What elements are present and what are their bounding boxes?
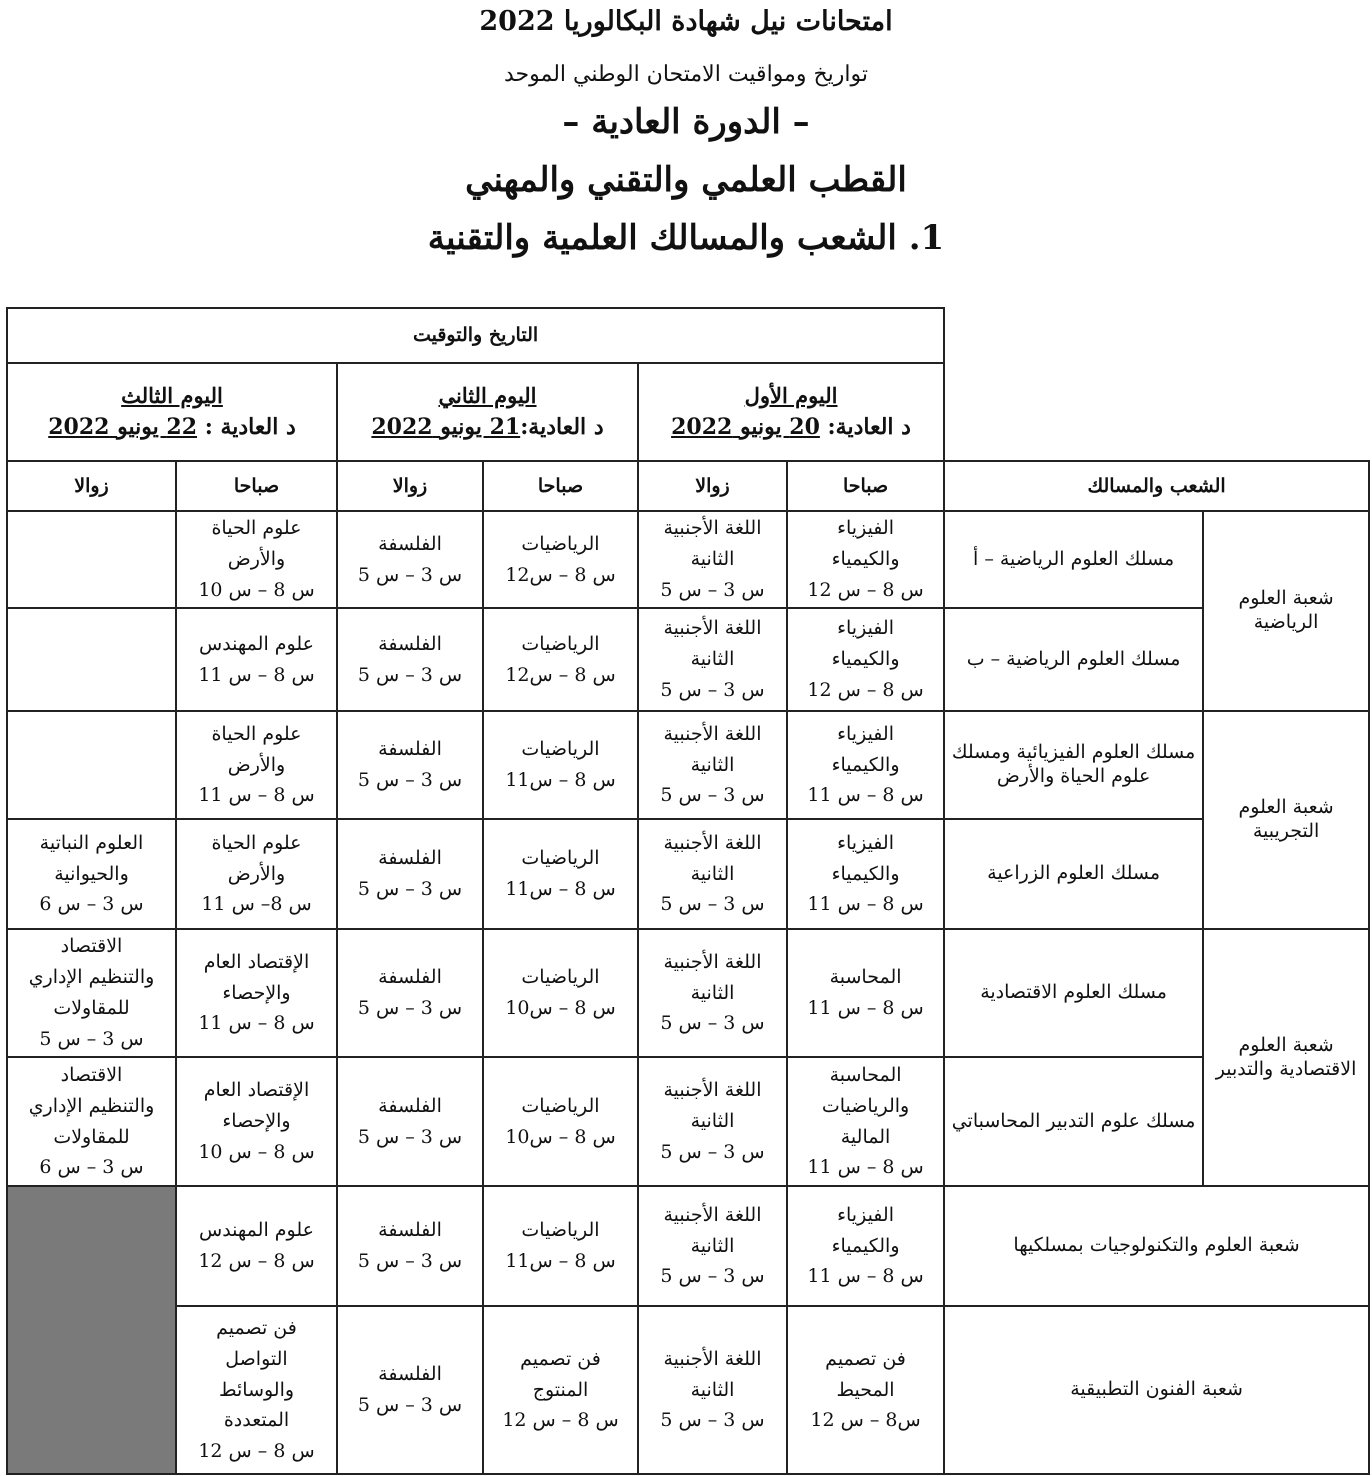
schedule-cell bbox=[787, 711, 944, 819]
schedule-cell bbox=[176, 511, 337, 608]
stream-exp: شعبة العلوم التجريبية bbox=[1203, 711, 1369, 929]
cell-line: الفيزياء bbox=[837, 617, 894, 640]
cell-line: علوم الحياة bbox=[211, 831, 302, 854]
day3-morning-header: صباحا bbox=[176, 461, 337, 511]
cell-line: س 8 – س 11 bbox=[807, 1265, 924, 1288]
cell-line: س 8 – س 11 bbox=[807, 784, 924, 807]
blank-corner bbox=[944, 308, 1369, 461]
cell-line: والكيمياء bbox=[831, 1234, 900, 1257]
cell-line: س 8 – س11 bbox=[505, 878, 616, 900]
schedule-cell bbox=[638, 711, 787, 819]
schedule-cell bbox=[483, 819, 638, 929]
cell-line: س 3 – س 5 bbox=[660, 1140, 765, 1163]
schedule-cell bbox=[483, 711, 638, 819]
cell-line: والإحصاء bbox=[222, 1110, 291, 1133]
cell-line: س 3 – س 5 bbox=[660, 1265, 765, 1288]
cell-line: س 8 – س 11 bbox=[807, 997, 924, 1019]
cell-line: س 3 – س 5 bbox=[660, 678, 765, 701]
cell-line: اللغة الأجنبية bbox=[663, 617, 762, 640]
schedule-cell bbox=[176, 608, 337, 711]
cell-line: علوم الحياة bbox=[211, 722, 302, 745]
cell-line: س 3 – س 5 bbox=[357, 769, 463, 791]
cell-line: اللغة الأجنبية bbox=[663, 1203, 762, 1226]
cell-line: الرياضيات bbox=[521, 847, 600, 870]
cell-line: س 8 – س 12 bbox=[198, 1250, 315, 1272]
schedule-cell bbox=[787, 929, 944, 1057]
cell-line: الفلسفة bbox=[378, 966, 442, 989]
schedule-cell bbox=[483, 1057, 638, 1186]
cell-line: الثانية bbox=[690, 753, 735, 776]
cell-line: فن تصميم bbox=[520, 1347, 601, 1370]
pole-heading: القطب العلمي والتقني والمهني bbox=[465, 160, 907, 200]
cell-line: الثانية bbox=[690, 1378, 735, 1401]
cell-line: والتنظيم الإداري bbox=[28, 966, 155, 989]
cell-line: س 8 – س 12 bbox=[807, 578, 924, 601]
cell-line: الإقتصاد العام bbox=[203, 1079, 310, 1102]
day1-date: د العادية: 20 يونيو 2022 bbox=[671, 414, 911, 441]
cell-line: علوم المهندس bbox=[199, 632, 314, 655]
cell-line: س 3 – س 5 bbox=[660, 893, 765, 916]
schedule-cell bbox=[337, 1057, 483, 1186]
cell-line: للمقاولات bbox=[53, 1125, 130, 1148]
cell-line: الفلسفة bbox=[378, 632, 442, 655]
cell-line: والكيمياء bbox=[831, 862, 900, 885]
cell-line: س 3 – س 5 bbox=[660, 1409, 765, 1432]
cell-line: الثانية bbox=[690, 548, 735, 571]
schedule-cell bbox=[483, 1306, 638, 1474]
schedule-cell bbox=[7, 1057, 176, 1186]
schedule-cell bbox=[483, 929, 638, 1057]
cell-line: والكيمياء bbox=[831, 753, 900, 776]
cell-line: س 3 – س 6 bbox=[39, 1156, 144, 1179]
cell-line: س 3 – س 5 bbox=[39, 1027, 144, 1050]
cell-line: والكيمياء bbox=[831, 648, 900, 671]
cell-line: س 3 – س 5 bbox=[357, 997, 463, 1019]
track-name: شعبة الفنون التطبيقية bbox=[944, 1306, 1369, 1474]
day3-afternoon-header: زوالا bbox=[7, 461, 176, 511]
track-name: مسلك العلوم الزراعية bbox=[944, 819, 1203, 929]
cell-line: المحاسبة bbox=[829, 966, 902, 989]
cell-line: الرياضيات bbox=[521, 966, 600, 989]
cell-line: س 8 – س 10 bbox=[198, 1140, 315, 1163]
cell-line: الفلسفة bbox=[378, 1094, 442, 1117]
day2-header bbox=[337, 363, 638, 461]
cell-line: س 8 – س 12 bbox=[807, 678, 924, 701]
schedule-cell bbox=[638, 929, 787, 1057]
cell-line: الرياضيات bbox=[521, 532, 600, 555]
cell-line: الثانية bbox=[690, 648, 735, 671]
cell-line: س 3 – س 5 bbox=[660, 578, 765, 601]
cell-line: الإقتصاد العام bbox=[203, 950, 310, 973]
cell-line: الفيزياء bbox=[837, 831, 894, 854]
schedule-cell bbox=[483, 1186, 638, 1306]
schedule-cell bbox=[787, 1306, 944, 1474]
cell-line: س 8 – س 11 bbox=[198, 1012, 315, 1035]
track-name: مسلك علوم التدبير المحاسباتي bbox=[944, 1057, 1203, 1186]
document-subtitle: تواريخ ومواقيت الامتحان الوطني الموحد bbox=[503, 62, 869, 87]
schedule-cell bbox=[787, 819, 944, 929]
cell-line: والحيوانية bbox=[54, 862, 129, 885]
cell-line: س 8 – س11 bbox=[505, 1250, 616, 1272]
schedule-cell bbox=[787, 1186, 944, 1306]
schedule-cell bbox=[7, 711, 176, 819]
schedule-cell bbox=[337, 511, 483, 608]
stream-eco: شعبة العلوم الاقتصادية والتدبير bbox=[1203, 929, 1369, 1186]
cell-line: س 8 – س10 bbox=[505, 1125, 616, 1148]
cell-line: الفلسفة bbox=[378, 847, 442, 870]
branches-header: الشعب والمسالك bbox=[944, 461, 1369, 511]
cell-line: الرياضيات bbox=[521, 1094, 600, 1117]
cell-line: التواصل bbox=[225, 1347, 288, 1370]
cell-line: الفلسفة bbox=[378, 738, 442, 761]
cell-line: فن تصميم bbox=[825, 1347, 906, 1370]
schedule-cell bbox=[176, 929, 337, 1057]
cell-line: العلوم النباتية bbox=[39, 831, 144, 854]
track-name: مسلك العلوم الرياضية – ب bbox=[944, 608, 1203, 711]
day1-header bbox=[638, 363, 944, 461]
cell-line: س 8 – س 11 bbox=[807, 1156, 924, 1179]
track-name: مسلك العلوم الاقتصادية bbox=[944, 929, 1203, 1057]
schedule-cell bbox=[638, 1306, 787, 1474]
day2-afternoon-header: زوالا bbox=[337, 461, 483, 511]
cell-line: س 3 – س 5 bbox=[357, 1394, 463, 1416]
cell-line: الفلسفة bbox=[378, 1363, 442, 1386]
schedule-cell bbox=[337, 1186, 483, 1306]
cell-line: س 3 – س 5 bbox=[357, 563, 463, 586]
cell-line: المنتوج bbox=[532, 1378, 589, 1401]
cell-line: الاقتصاد bbox=[60, 1063, 123, 1086]
cell-line: الاقتصاد bbox=[60, 935, 123, 958]
cell-line: الفلسفة bbox=[378, 532, 442, 555]
cell-line: اللغة الأجنبية bbox=[663, 1347, 762, 1370]
cell-line: الفيزياء bbox=[837, 722, 894, 745]
cell-line: اللغة الأجنبية bbox=[663, 517, 762, 540]
cell-line: س 3 – س 5 bbox=[357, 1125, 463, 1148]
exam-schedule-table bbox=[6, 307, 1370, 1475]
cell-line: والوسائط bbox=[218, 1378, 295, 1401]
track-name: شعبة العلوم والتكنولوجيات بمسلكيها bbox=[944, 1186, 1369, 1306]
day1-afternoon-header: زوالا bbox=[638, 461, 787, 511]
cell-line: المالية bbox=[840, 1125, 891, 1148]
cell-line: فن تصميم bbox=[216, 1317, 297, 1340]
cell-line: س 8 – س 10 bbox=[198, 578, 315, 601]
cell-line: س 8 – س 12 bbox=[198, 1440, 315, 1463]
cell-line: س 3 – س 5 bbox=[357, 663, 463, 686]
cell-line: والأرض bbox=[227, 862, 286, 885]
day1-morning-header: صباحا bbox=[787, 461, 944, 511]
day3-header bbox=[7, 363, 337, 461]
cell-line: الثانية bbox=[690, 1110, 735, 1133]
schedule-cell bbox=[787, 608, 944, 711]
schedule-cell bbox=[7, 929, 176, 1057]
track-name: مسلك العلوم الرياضية – أ bbox=[944, 511, 1203, 608]
schedule-cell bbox=[787, 1057, 944, 1186]
cell-line: الرياضيات bbox=[521, 738, 600, 761]
cell-line: علوم المهندس bbox=[199, 1219, 314, 1242]
cell-line: الرياضيات bbox=[521, 632, 600, 655]
schedule-cell bbox=[337, 711, 483, 819]
schedule-cell bbox=[176, 1057, 337, 1186]
cell-line: س8 – س 12 bbox=[810, 1409, 921, 1432]
schedule-cell bbox=[483, 511, 638, 608]
day2-morning-header: صباحا bbox=[483, 461, 638, 511]
section-heading: 1. الشعب والمسالك العلمية والتقنية bbox=[427, 218, 945, 258]
schedule-cell bbox=[176, 711, 337, 819]
cell-line: والرياضيات bbox=[821, 1094, 910, 1117]
day3-date: د العادية : 22 يونيو 2022 bbox=[48, 414, 296, 441]
cell-line: س 8 – س11 bbox=[505, 769, 616, 791]
track-name: مسلك العلوم الفيزيائية ومسلك علوم الحياة والأرض bbox=[944, 711, 1203, 819]
cell-line: الفيزياء bbox=[837, 517, 894, 540]
day2-title: اليوم الثاني bbox=[438, 382, 537, 408]
cell-line: للمقاولات bbox=[53, 997, 130, 1019]
schedule-cell bbox=[337, 819, 483, 929]
schedule-cell bbox=[638, 1057, 787, 1186]
cell-line: والتنظيم الإداري bbox=[28, 1094, 155, 1117]
cell-line: اللغة الأجنبية bbox=[663, 831, 762, 854]
cell-line: س 8 – س12 bbox=[505, 563, 616, 586]
cell-line: والإحصاء bbox=[222, 981, 291, 1004]
cell-line: الفلسفة bbox=[378, 1219, 442, 1242]
schedule-cell bbox=[638, 819, 787, 929]
schedule-cell bbox=[638, 1186, 787, 1306]
schedule-cell bbox=[337, 929, 483, 1057]
cell-line: المحيط bbox=[836, 1378, 895, 1401]
cell-line: س 3 – س 5 bbox=[660, 1012, 765, 1035]
cell-line: اللغة الأجنبية bbox=[663, 722, 762, 745]
schedule-cell bbox=[483, 608, 638, 711]
schedule-cell bbox=[176, 1306, 337, 1474]
cell-line: س 8– س 11 bbox=[201, 893, 312, 916]
shaded-cell bbox=[7, 1186, 176, 1474]
cell-line: المتعددة bbox=[223, 1409, 290, 1432]
cell-line: س 8 – س12 bbox=[505, 663, 616, 686]
cell-line: علوم الحياة bbox=[211, 517, 302, 540]
date-time-header: التاريخ والتوقيت bbox=[7, 308, 944, 363]
session-heading: – الدورة العادية – bbox=[562, 102, 810, 142]
cell-line: س 3 – س 5 bbox=[660, 784, 765, 807]
day3-title: اليوم الثالث bbox=[121, 382, 223, 408]
schedule-cell bbox=[337, 1306, 483, 1474]
schedule-cell bbox=[787, 511, 944, 608]
stream-math: شعبة العلوم الرياضية bbox=[1203, 511, 1369, 711]
schedule-cell bbox=[7, 608, 176, 711]
schedule-cell bbox=[7, 511, 176, 608]
cell-line: س 8 – س10 bbox=[505, 997, 616, 1019]
cell-line: والأرض bbox=[227, 753, 286, 776]
cell-line: الفيزياء bbox=[837, 1203, 894, 1226]
cell-line: والكيمياء bbox=[831, 548, 900, 571]
cell-line: المحاسبة bbox=[829, 1063, 902, 1086]
cell-line: س 8 – س 12 bbox=[502, 1409, 619, 1432]
cell-line: اللغة الأجنبية bbox=[663, 950, 762, 973]
cell-line: الثانية bbox=[690, 862, 735, 885]
cell-line: اللغة الأجنبية bbox=[663, 1079, 762, 1102]
cell-line: س 3 – س 6 bbox=[39, 893, 144, 916]
cell-line: س 8 – س 11 bbox=[198, 784, 315, 807]
schedule-cell bbox=[638, 511, 787, 608]
schedule-cell bbox=[176, 1186, 337, 1306]
cell-line: الثانية bbox=[690, 1234, 735, 1257]
cell-line: والأرض bbox=[227, 548, 286, 571]
cell-line: الرياضيات bbox=[521, 1219, 600, 1242]
cell-line: س 3 – س 5 bbox=[357, 1250, 463, 1272]
cell-line: س 8 – س 11 bbox=[807, 893, 924, 916]
cell-line: س 8 – س 11 bbox=[198, 663, 315, 686]
cell-line: س 3 – س 5 bbox=[357, 878, 463, 900]
schedule-cell bbox=[7, 819, 176, 929]
schedule-cell bbox=[176, 819, 337, 929]
schedule-cell bbox=[638, 608, 787, 711]
cell-line: الثانية bbox=[690, 981, 735, 1004]
day2-date: د العادية:21 يونيو 2022 bbox=[371, 414, 604, 441]
schedule-cell bbox=[337, 608, 483, 711]
day1-title: اليوم الأول bbox=[744, 382, 838, 408]
document-title: امتحانات نيل شهادة البكالوريا 2022 bbox=[479, 6, 893, 37]
